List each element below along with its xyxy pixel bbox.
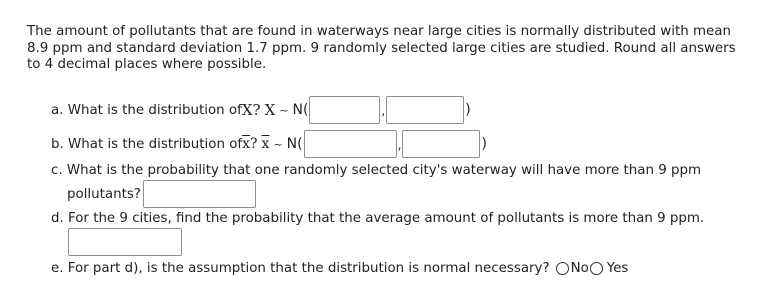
radio-no-label[interactable]: No	[570, 261, 589, 276]
part-a-variable: X	[241, 101, 253, 119]
part-b-comma: ,	[397, 138, 402, 152]
part-b-question-mark: ?	[250, 136, 258, 152]
part-a-tilde: ~	[279, 103, 289, 117]
part-a-mean-input[interactable]	[309, 96, 380, 124]
part-c-answer-input[interactable]	[143, 180, 256, 208]
part-d-answer-input[interactable]	[68, 228, 182, 256]
part-e-row	[51, 261, 628, 276]
part-c-question: c. What is the probability that one randomly selected city's waterway will have more than 9 ppm	[51, 163, 702, 178]
part-a-sd-input[interactable]	[386, 96, 464, 124]
part-c-question-cont: pollutants?	[67, 186, 141, 202]
part-b-mean-input[interactable]	[304, 130, 397, 158]
part-b-normal-open: N(	[286, 136, 303, 152]
part-c-row	[67, 180, 257, 208]
part-b-row	[51, 130, 487, 158]
part-a-question: a. What is the distribution of	[51, 102, 242, 118]
part-e-question: e. For part d), is the assumption that the distribution is normal necessary?	[51, 261, 550, 276]
part-b-variable: $\overline{x}$	[242, 136, 251, 152]
part-a-question-mark: ?	[252, 101, 261, 119]
part-b-question: b. What is the distribution of	[51, 136, 243, 152]
part-a-variable-2: X	[264, 101, 276, 119]
part-a-comma: ,	[381, 104, 386, 118]
part-a-close-paren: )	[465, 102, 471, 118]
problem-intro: The amount of pollutants that are found in waterways near large cities is normally distributed with mean 8.9 ppm and standard deviation 1.7 ppm. 9 randomly selected large cities are studied. Round all answers to 4 decimal places where possible.	[27, 24, 736, 72]
part-b-sd-input[interactable]	[402, 130, 480, 158]
part-b-tilde: ~	[273, 137, 283, 151]
radio-yes[interactable]	[590, 262, 603, 275]
part-a-normal-open: N(	[292, 102, 309, 118]
radio-no[interactable]	[556, 262, 569, 275]
part-d-question: d. For the 9 cities, find the probability that the average amount of pollutants is more than 9 ppm.	[51, 211, 705, 226]
part-b-variable-2: $\overline{x}$	[261, 136, 270, 152]
part-b-close-paren: )	[481, 136, 487, 152]
part-a-row	[51, 96, 471, 124]
radio-yes-label[interactable]: Yes	[606, 261, 629, 276]
